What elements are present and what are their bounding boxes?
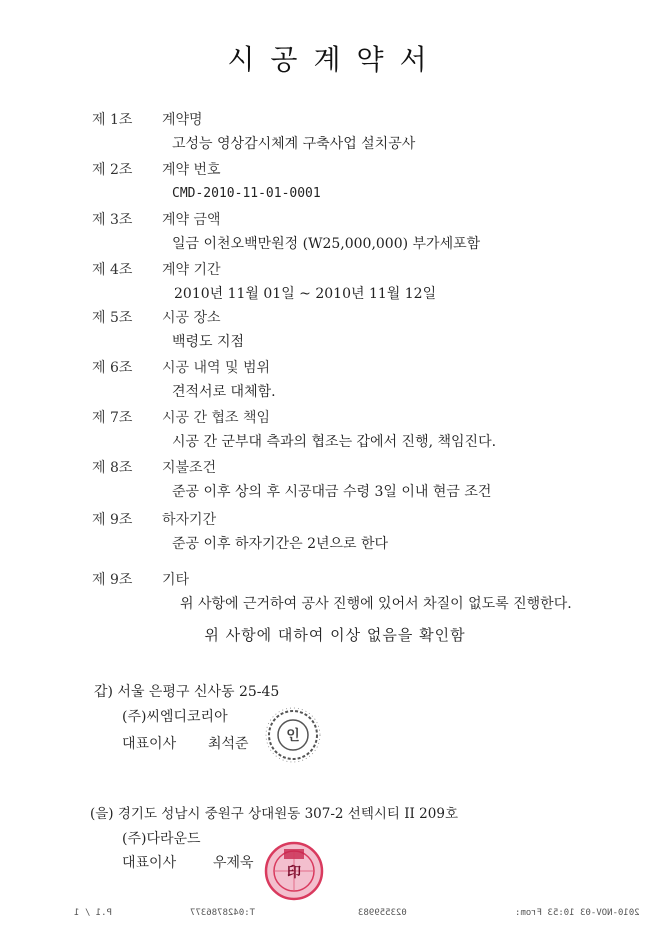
article-heading: 지불조건	[162, 460, 217, 476]
article-heading: 계약 금액	[162, 212, 221, 228]
article-number: 제 4조	[92, 262, 133, 278]
party-b-rep-name: 우제욱	[213, 855, 254, 871]
party-b-seal	[263, 840, 325, 902]
article-body: 고성능 영상감시체계 구축사업 설치공사	[172, 136, 416, 152]
article-number: 제 5조	[92, 310, 133, 326]
article-body: 일금 이천오백만원정 (W25,000,000) 부가세포함	[172, 236, 481, 252]
fax-footer-page: P.1 / 1	[74, 908, 112, 918]
document-title: 시공계약서	[227, 43, 443, 76]
article-number: 제 3조	[92, 212, 133, 228]
party-b-address: (을) 경기도 성남시 중원구 상대원동 307-2 선텍시티 II 209호	[90, 806, 458, 822]
article-heading: 하자기간	[162, 512, 217, 528]
party-b-company: (주)다라운드	[122, 831, 201, 847]
article-heading: 시공 내역 및 범위	[162, 360, 271, 376]
article-number: 제 6조	[92, 360, 133, 376]
article-body: CMD-2010-11-01-0001	[172, 186, 321, 201]
party-b-rep-title: 대표이사	[122, 855, 177, 871]
seal-text: 印	[287, 865, 301, 881]
party-a-rep-name: 최석준	[208, 736, 249, 752]
article-heading: 계약 번호	[162, 162, 221, 178]
article-number: 제 8조	[92, 460, 133, 476]
article-body: 준공 이후 상의 후 시공대금 수령 3일 이내 현금 조건	[172, 484, 492, 500]
party-a-address: 갑) 서울 은평구 신사동 25-45	[94, 684, 280, 700]
article-number: 제 9조	[92, 572, 133, 588]
article-heading: 기타	[162, 572, 190, 588]
article-number: 제 9조	[92, 512, 133, 528]
article-body: 시공 간 군부대 측과의 협조는 갑에서 진행, 책임진다.	[172, 434, 497, 450]
party-a-rep-title: 대표이사	[122, 736, 177, 752]
article-number: 제 1조	[92, 112, 133, 128]
article-heading: 계약명	[162, 112, 203, 128]
party-a-company: (주)씨엠디코리아	[122, 709, 228, 725]
party-a-seal	[263, 705, 323, 765]
fax-footer-tel: T:0428786377	[190, 908, 256, 918]
article-heading: 시공 장소	[162, 310, 221, 326]
article-number: 제 2조	[92, 162, 133, 178]
article-body: 견적서로 대체함.	[172, 384, 276, 400]
article-body: 백령도 지점	[172, 334, 245, 350]
article-body: 준공 이후 하자기간은 2년으로 한다	[172, 536, 389, 552]
fax-footer-number: 023559983	[358, 908, 407, 918]
article-heading: 시공 간 협조 책임	[162, 410, 271, 426]
article-heading: 계약 기간	[162, 262, 221, 278]
confirmation-statement: 위 사항에 대하여 이상 없음을 확인함	[204, 626, 466, 644]
fax-footer-date: 2010-NOV-03 10:53 From:	[515, 908, 640, 918]
article-number: 제 7조	[92, 410, 133, 426]
article-body: 2010년 11월 01일 ~ 2010년 11월 12일	[174, 286, 437, 302]
seal-text: 인	[286, 728, 300, 744]
article-body: 위 사항에 근거하여 공사 진행에 있어서 차질이 없도록 진행한다.	[180, 596, 572, 612]
